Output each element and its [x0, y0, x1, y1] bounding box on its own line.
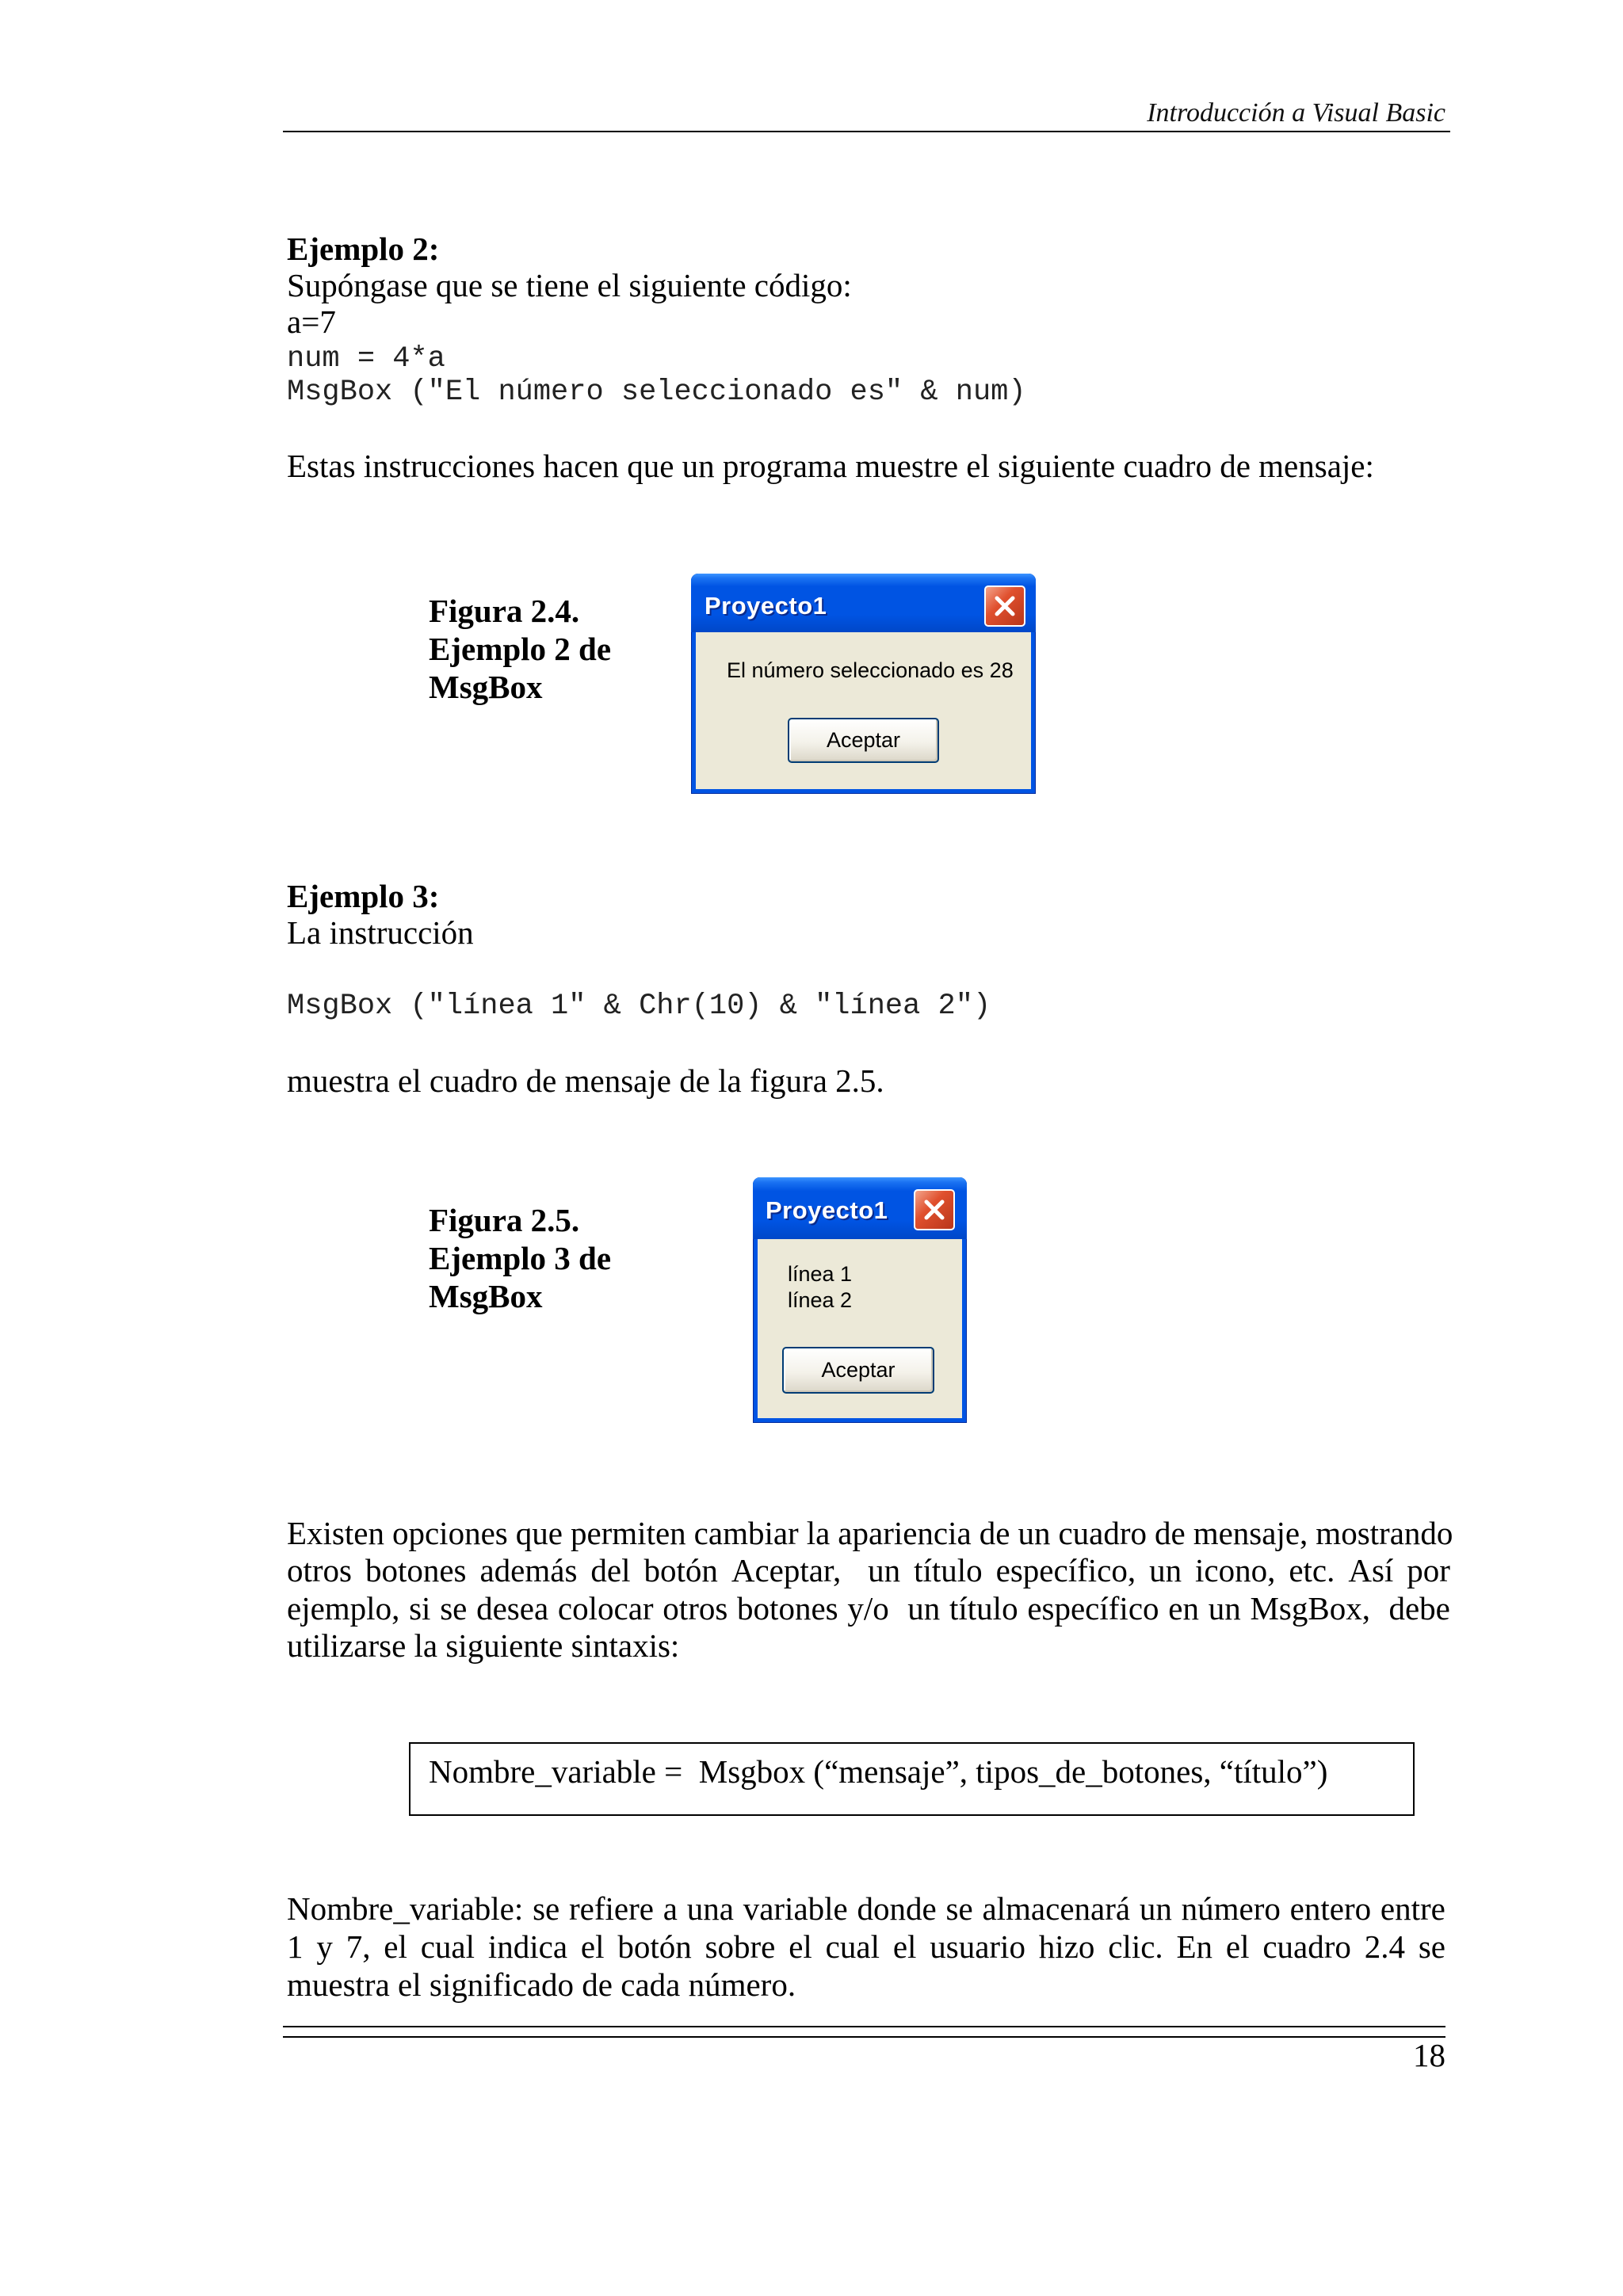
dialog-message-line: línea 1	[788, 1262, 853, 1286]
aceptar-button-label: Aceptar	[821, 1358, 896, 1382]
word: desea	[476, 1589, 549, 1627]
paragraph-line	[287, 1515, 1453, 1552]
word: apariencia	[838, 1515, 972, 1551]
word: un	[1208, 1589, 1241, 1627]
close-button	[914, 1189, 955, 1230]
word: se	[1418, 1928, 1445, 1965]
word: título	[949, 1589, 1018, 1627]
word: del	[590, 1552, 631, 1589]
example-2-intro: Supóngase que se tiene el siguiente código:	[287, 267, 852, 303]
paragraph-line	[287, 1890, 1445, 1928]
word: 7,	[346, 1928, 371, 1965]
word: usuario	[930, 1928, 1025, 1965]
word: se	[533, 1890, 560, 1927]
caption-line: Ejemplo 2 de	[429, 631, 612, 667]
footer-rule-top	[283, 2026, 1445, 2027]
word: botón	[617, 1928, 692, 1965]
syntax-text: Nombre_variable = Msgbox (“mensaje”, tipos_de_botones, “título”)	[429, 1753, 1328, 1790]
example-3-intro: La instrucción	[287, 914, 474, 951]
caption-line: Figura 2.4.	[429, 593, 580, 629]
header-rule	[283, 131, 1450, 132]
paragraph-line	[287, 1928, 1445, 1966]
word: un	[1149, 1552, 1182, 1589]
figure-2-4-msgbox-dialog	[691, 574, 1036, 794]
word: el	[1225, 1928, 1250, 1965]
word: de	[979, 1515, 1010, 1551]
page-number: 18	[1413, 2037, 1445, 2073]
close-icon	[986, 587, 1024, 625]
word: se	[440, 1589, 468, 1627]
word: una	[686, 1890, 734, 1927]
word: y	[316, 1928, 333, 1965]
word: el	[580, 1928, 605, 1965]
example-3-heading: Ejemplo 3:	[287, 878, 440, 914]
word: cuadro	[1058, 1515, 1147, 1551]
example-2-assignment: a=7	[287, 303, 336, 340]
word: número	[1181, 1890, 1281, 1927]
word: que	[515, 1515, 563, 1551]
word: cual	[420, 1928, 475, 1965]
word: además	[479, 1552, 578, 1589]
word: mostrando	[1316, 1515, 1453, 1551]
word: clic.	[1108, 1928, 1163, 1965]
aceptar-button-label: Aceptar	[826, 728, 901, 752]
example-2-heading: Ejemplo 2:	[287, 231, 440, 267]
figure-2-5-msgbox-dialog	[753, 1177, 967, 1423]
word: almacenará	[982, 1890, 1131, 1927]
word: de	[1155, 1515, 1186, 1551]
word: en	[1168, 1589, 1199, 1627]
paragraph-line: utilizarse la siguiente sintaxis:	[287, 1627, 680, 1664]
word: un	[1139, 1890, 1172, 1927]
word: variable	[743, 1890, 848, 1927]
dialog-titlebar	[753, 1177, 967, 1239]
example-3-code-line: MsgBox ("línea 1" & Chr(10) & "línea 2")	[287, 990, 991, 1023]
word: mensaje,	[1193, 1515, 1308, 1551]
word: etc.	[1289, 1552, 1335, 1589]
aceptar-button	[782, 1347, 934, 1394]
word: 2.4	[1364, 1928, 1405, 1965]
word: otros	[663, 1589, 728, 1627]
word: el	[789, 1928, 812, 1965]
word: donde	[857, 1890, 937, 1927]
word: cual	[825, 1928, 880, 1965]
word: sobre	[705, 1928, 776, 1965]
word: título	[914, 1552, 983, 1589]
word: específico	[1027, 1589, 1159, 1627]
syntax-box	[409, 1742, 1415, 1816]
dialog-body	[696, 632, 1031, 789]
word: hizo	[1038, 1928, 1095, 1965]
word: botones	[737, 1589, 838, 1627]
caption-line: Figura 2.5.	[429, 1202, 580, 1238]
figure-2-5-caption	[429, 1201, 611, 1315]
aceptar-button	[788, 718, 939, 763]
dialog-title: Proyecto1	[705, 592, 827, 620]
word: entero	[1289, 1890, 1372, 1927]
word: si	[409, 1589, 431, 1627]
example-3-explanation: muestra el cuadro de mensaje de la figura 2.5.	[287, 1062, 884, 1099]
word: se	[945, 1890, 973, 1927]
caption-line: Ejemplo 3 de	[429, 1240, 612, 1276]
word: cambiar	[693, 1515, 799, 1551]
example-2-code-line-1: num = 4*a	[287, 342, 445, 376]
dialog-title: Proyecto1	[766, 1196, 888, 1224]
word: un	[868, 1552, 901, 1589]
word: otros	[287, 1552, 352, 1589]
caption-line: MsgBox	[429, 1278, 543, 1314]
word: por	[1407, 1552, 1450, 1589]
footer-rule-bottom	[283, 2036, 1445, 2038]
dialog-message	[788, 1261, 852, 1314]
word: colocar	[557, 1589, 654, 1627]
word: cuadro	[1262, 1928, 1351, 1965]
word: específico,	[995, 1552, 1136, 1589]
variable-paragraph	[287, 1890, 1445, 2004]
word: debe	[1388, 1589, 1450, 1627]
word: a	[663, 1890, 678, 1927]
word: opciones	[391, 1515, 508, 1551]
word: indica	[487, 1928, 568, 1965]
options-paragraph	[287, 1515, 1453, 1665]
word: botones	[365, 1552, 467, 1589]
word: 1	[287, 1928, 304, 1965]
word: el	[892, 1928, 917, 1965]
running-header-title: Introducción a Visual Basic	[1147, 98, 1445, 128]
paragraph-line	[287, 1590, 1450, 1627]
word: Nombre_variable:	[287, 1890, 524, 1927]
word: Aceptar,	[731, 1552, 842, 1589]
word: la	[806, 1515, 831, 1551]
close-button	[984, 585, 1025, 627]
figure-2-4-caption	[429, 592, 611, 706]
close-icon	[915, 1191, 953, 1229]
dialog-message-line: línea 2	[788, 1288, 853, 1312]
word: un	[907, 1589, 941, 1627]
example-2-code-line-2: MsgBox ("El número seleccionado es" & num)	[287, 376, 1026, 409]
word: Existen	[287, 1515, 384, 1551]
word: permiten	[570, 1515, 686, 1551]
paragraph-line: muestra el significado de cada número.	[287, 1966, 796, 2003]
word: un	[1018, 1515, 1051, 1551]
example-2-explanation: Estas instrucciones hacen que un programa muestre el siguiente cuadro de mensaje:	[287, 448, 1374, 484]
dialog-message: El número seleccionado es 28	[727, 658, 1014, 682]
word: ejemplo,	[287, 1589, 400, 1627]
dialog-body	[758, 1239, 962, 1418]
word: En	[1176, 1928, 1213, 1965]
word: y/o	[847, 1589, 889, 1627]
paragraph-line	[287, 1552, 1450, 1589]
dialog-titlebar	[691, 574, 1036, 632]
word: MsgBox,	[1250, 1589, 1370, 1627]
word: entre	[1380, 1890, 1445, 1927]
word: Así	[1348, 1552, 1394, 1589]
word: icono,	[1195, 1552, 1276, 1589]
caption-line: MsgBox	[429, 669, 543, 705]
word: refiere	[569, 1890, 654, 1927]
word: botón	[643, 1552, 718, 1589]
word: el	[384, 1928, 407, 1965]
